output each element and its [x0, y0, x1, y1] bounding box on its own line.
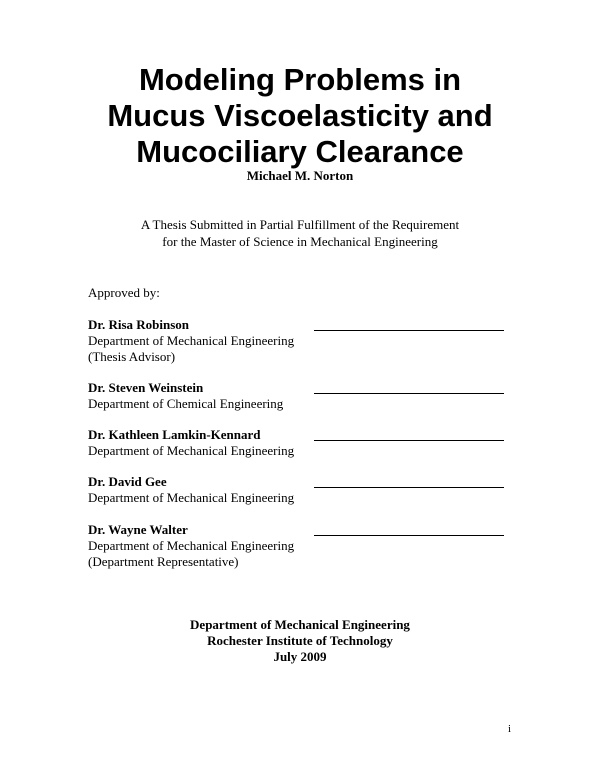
approver-department: Department of Mechanical Engineering	[88, 333, 295, 348]
thesis-title	[0, 62, 600, 170]
approver-block	[88, 380, 508, 412]
thesis-statement	[0, 216, 600, 250]
title-line-3: Mucociliary Clearance	[136, 134, 464, 169]
signature-line	[314, 487, 504, 488]
title-line-1: Modeling Problems in	[138, 62, 462, 97]
thesis-statement-line-1: A Thesis Submitted in Partial Fulfillment of the Requirement	[140, 217, 460, 232]
title-line-2: Mucus Viscoelasticity and	[107, 98, 493, 133]
author-name: Michael M. Norton	[246, 168, 354, 183]
footer-institution: Rochester Institute of Technology	[207, 633, 393, 648]
approver-name: Dr. David Gee	[88, 474, 167, 489]
approver-department: Department of Chemical Engineering	[88, 396, 284, 411]
institution-block	[0, 617, 600, 665]
signature-line	[314, 393, 504, 394]
approver-block	[88, 317, 508, 365]
approver-block	[88, 427, 508, 459]
thesis-statement-line-2: for the Master of Science in Mechanical Engineering	[162, 234, 438, 249]
approver-name: Dr. Wayne Walter	[88, 522, 188, 537]
signature-line	[314, 535, 504, 536]
approver-role: (Thesis Advisor)	[88, 349, 176, 364]
approver-department: Department of Mechanical Engineering	[88, 443, 295, 458]
approver-block	[88, 474, 508, 506]
approved-by-label: Approved by:	[88, 285, 160, 300]
footer-date: July 2009	[273, 649, 327, 664]
approver-department: Department of Mechanical Engineering	[88, 490, 295, 505]
approver-block	[88, 522, 508, 570]
page-number: i	[508, 723, 512, 735]
approver-department: Department of Mechanical Engineering	[88, 538, 295, 553]
approver-name: Dr. Kathleen Lamkin-Kennard	[88, 427, 261, 442]
signature-line	[314, 330, 504, 331]
approver-role: (Department Representative)	[88, 554, 239, 569]
footer-department: Department of Mechanical Engineering	[190, 617, 410, 632]
signature-line	[314, 440, 504, 441]
approver-name: Dr. Risa Robinson	[88, 317, 190, 332]
approver-name: Dr. Steven Weinstein	[88, 380, 204, 395]
